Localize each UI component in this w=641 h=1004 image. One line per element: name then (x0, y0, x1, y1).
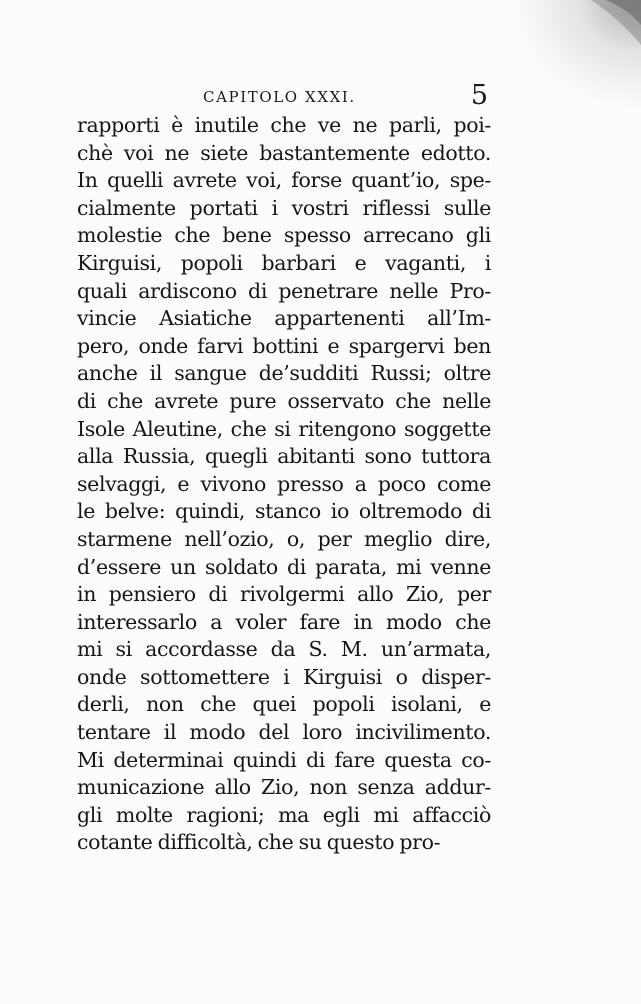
body-text (77, 112, 491, 857)
text-line: di che avrete pure osservato che nelle (77, 388, 491, 413)
text-line: cialmente portati i vostri riflessi sulle (77, 195, 491, 220)
text-line: alla Russia, quegli abitanti sono tuttora (77, 444, 491, 469)
text-line: Kirguisi, popoli barbari e vaganti, i (77, 250, 491, 275)
text-line: molestie che bene spesso arrecano gli (77, 223, 491, 248)
text-line: Isole Aleutine, che si ritengono soggette (77, 416, 491, 441)
text-line: rapporti è inutile che ve ne parli, poi- (77, 113, 491, 137)
text-line: starmene nell’ozio, o, per meglio dire, (77, 526, 491, 551)
page-number: 5 (470, 80, 488, 111)
text-line: mi si accordasse da S. M. un’armata, (77, 637, 491, 662)
text-line: le belve: quindi, stanco io oltremodo di (77, 499, 491, 524)
text-line: interessarlo a voler fare in modo che (77, 609, 491, 634)
text-line: anche il sangue de’sudditi Russi; oltre (77, 361, 491, 386)
text-line: tentare il modo del loro incivilimento. (77, 720, 491, 745)
text-line: d’essere un soldato di parata, mi venne (77, 554, 491, 579)
text-line: chè voi ne siete bastantemente edotto. (77, 140, 491, 165)
text-line: in pensiero di rivolgermi allo Zio, per (77, 582, 491, 607)
text-line: Mi determinai quindi di fare questa co- (77, 747, 491, 772)
text-line: selvaggi, e vivono presso a poco come (77, 471, 491, 496)
text-line: derli, non che quei popoli isolani, e (77, 692, 491, 717)
text-line: cotante difficoltà, che su questo pro- (77, 830, 441, 855)
page-corner-fold-icon (551, 0, 641, 60)
text-line: vincie Asiatiche appartenenti all’Im- (77, 306, 491, 331)
text-line: pero, onde farvi bottini e spargervi ben (77, 333, 491, 358)
running-head: CAPITOLO XXXI. (203, 88, 356, 106)
text-line: quali ardiscono di penetrare nelle Pro- (77, 278, 491, 303)
text-line: onde sottomettere i Kirguisi o disper- (77, 664, 491, 689)
text-line: municazione allo Zio, non senza addur- (77, 775, 491, 800)
text-line: In quelli avrete voi, forse quant’io, spe- (77, 168, 491, 193)
text-line: gli molte ragioni; ma egli mi affacciò (77, 802, 491, 827)
